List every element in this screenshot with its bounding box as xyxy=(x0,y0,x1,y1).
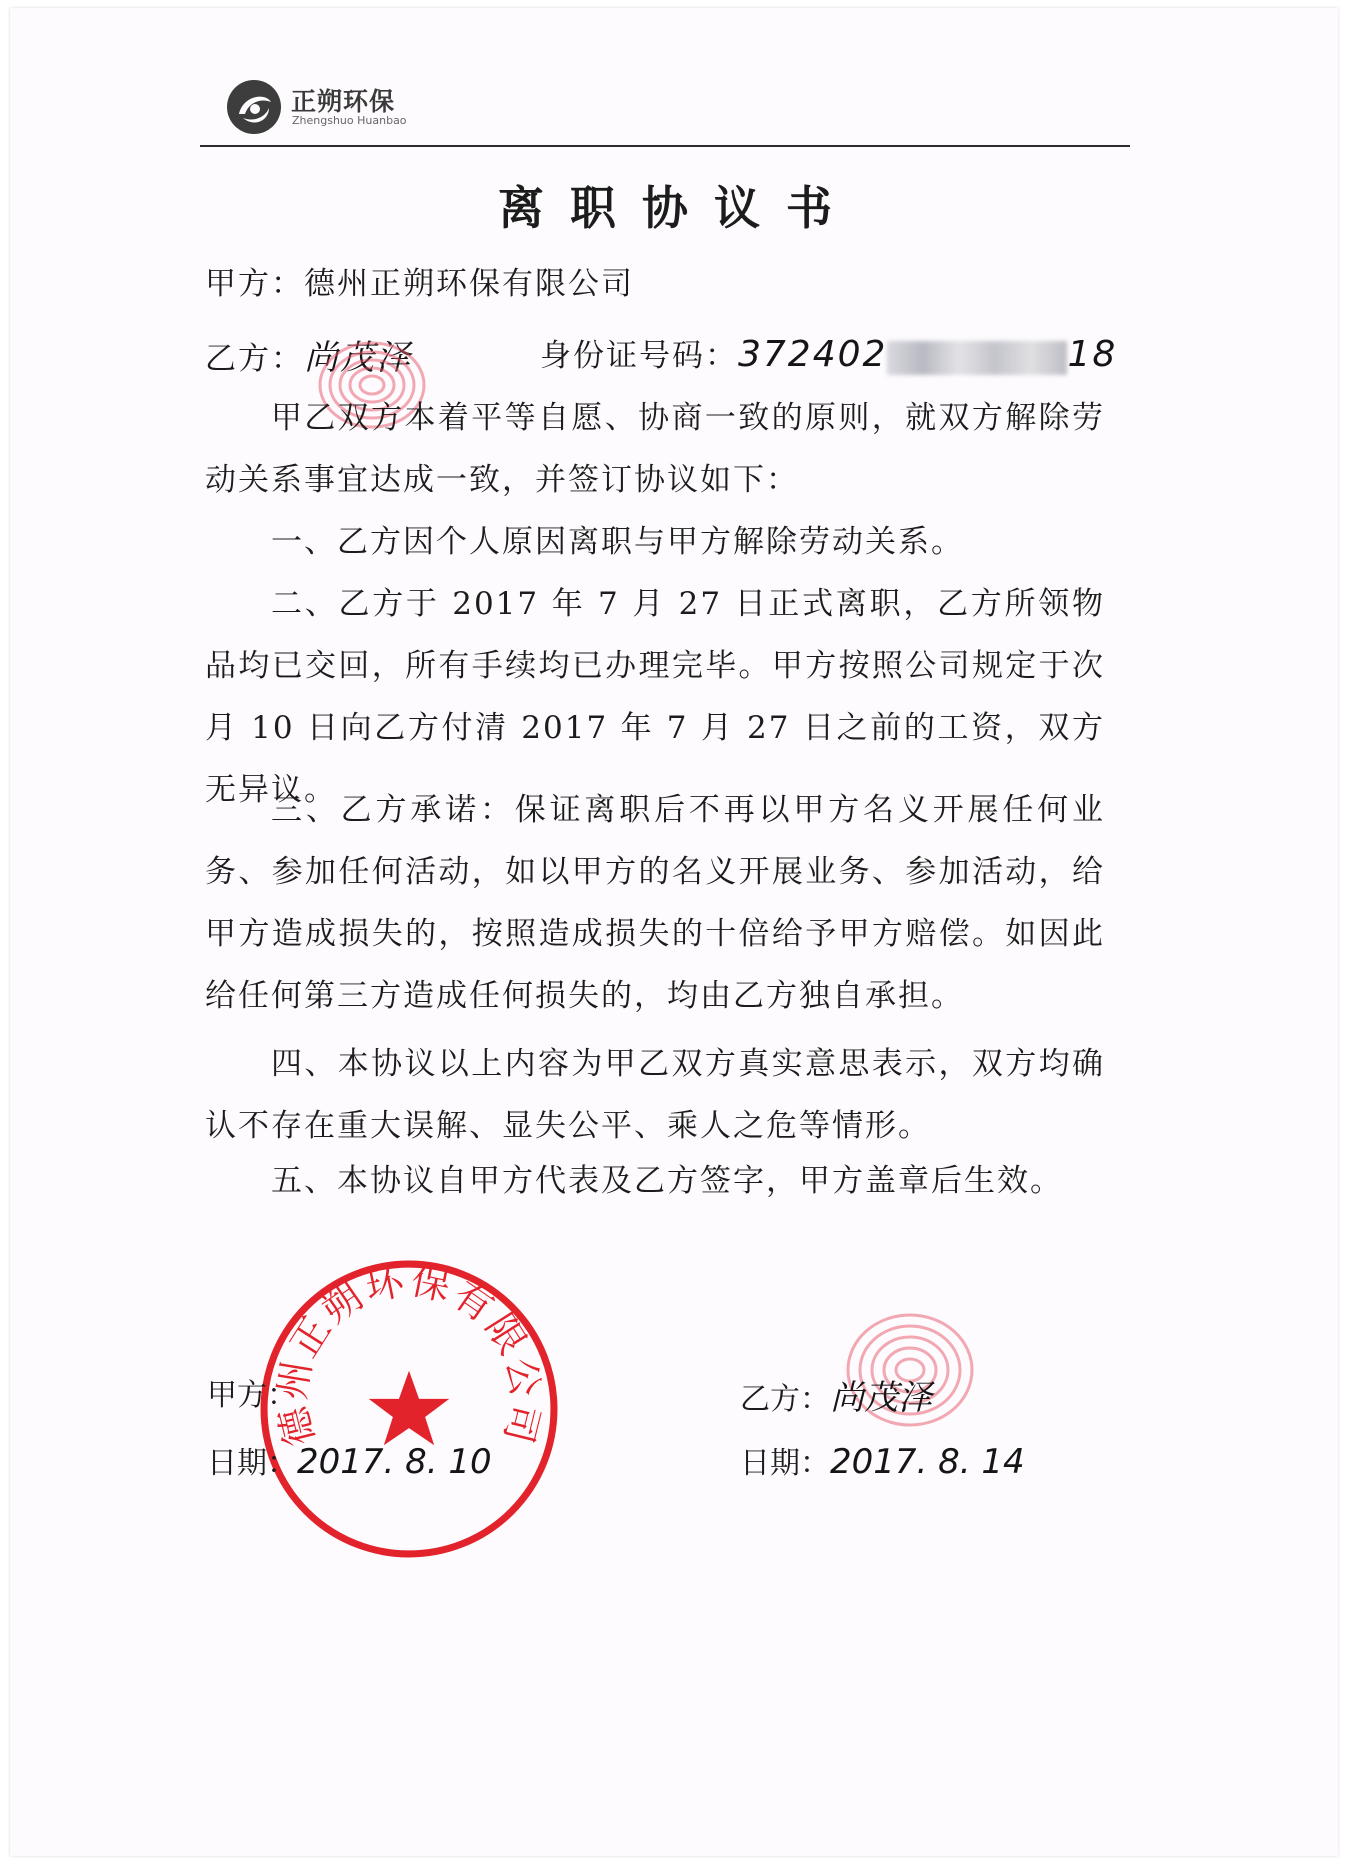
party-b-date-line xyxy=(740,1438,1025,1482)
logo-name-en: Zhengshuo Huanbao xyxy=(292,114,407,127)
id-number-line xyxy=(540,330,1117,375)
clause-4: 四、本协议以上内容为甲乙双方真实意思表示，双方均确认不存在重大误解、显失公平、乘人之危等情形。 xyxy=(205,1046,1105,1144)
party-b-label: 乙方： xyxy=(205,341,304,377)
company-seal xyxy=(258,1258,560,1560)
party-a-date-line xyxy=(207,1438,492,1482)
party-a-value: 德州正朔环保有限公司 xyxy=(304,266,634,302)
party-b-sign-line xyxy=(740,1370,932,1419)
company-logo xyxy=(225,78,465,138)
logo-mark-icon xyxy=(225,78,283,136)
logo-name-cn: 正朔环保 xyxy=(291,87,396,116)
id-number-suffix: 18 xyxy=(1067,334,1118,375)
id-number-prefix: 372402 xyxy=(738,334,888,375)
party-a-date: 2017. 8. 10 xyxy=(297,1442,492,1482)
id-number-redacted xyxy=(887,341,1067,375)
party-a-date-label: 日期： xyxy=(207,1446,297,1481)
seal-text: 德州正朔环保有限公司 xyxy=(269,1258,549,1451)
id-number-label: 身份证号码： xyxy=(540,338,738,374)
party-b-signature: 尚茂泽 xyxy=(304,338,412,378)
clause-2: 二、乙方于 2017 年 7 月 27 日正式离职，乙方所领物品均已交回，所有手续均已办理完毕。甲方按照公司规定于次月 10 日向乙方付清 2017 年 7 月 27 日之前的工资，双方无异议。 xyxy=(205,586,1105,808)
clause-3: 三、乙方承诺：保证离职后不再以甲方名义开展任何业务、参加任何活动，如以甲方的名义开展业务、参加活动，给甲方造成损失的，按照造成损失的十倍给予甲方赔偿。如因此给任何第三方造成任何损失的，均由乙方独自承担。 xyxy=(205,792,1105,1014)
party-b-sign-label: 乙方： xyxy=(740,1382,830,1417)
clause-1: 一、乙方因个人原因离职与甲方解除劳动关系。 xyxy=(271,524,964,560)
party-a-line xyxy=(205,258,634,303)
document-title: 离职协议书 xyxy=(498,181,858,235)
party-b-date-label: 日期： xyxy=(740,1446,830,1481)
party-a-sign-label: 甲方： xyxy=(207,1378,297,1413)
party-a-label: 甲方： xyxy=(205,266,304,302)
seal-star-icon xyxy=(369,1371,450,1445)
party-b-date: 2017. 8. 14 xyxy=(830,1442,1025,1482)
header-rule xyxy=(200,145,1130,147)
party-b-sign-signature: 尚茂泽 xyxy=(830,1378,932,1418)
party-a-sign-line xyxy=(207,1370,297,1414)
clause-5: 五、本协议自甲方代表及乙方签字，甲方盖章后生效。 xyxy=(271,1163,1063,1199)
intro-paragraph: 甲乙双方本着平等自愿、协商一致的原则，就双方解除劳动关系事宜达成一致，并签订协议如下： xyxy=(205,400,1105,498)
